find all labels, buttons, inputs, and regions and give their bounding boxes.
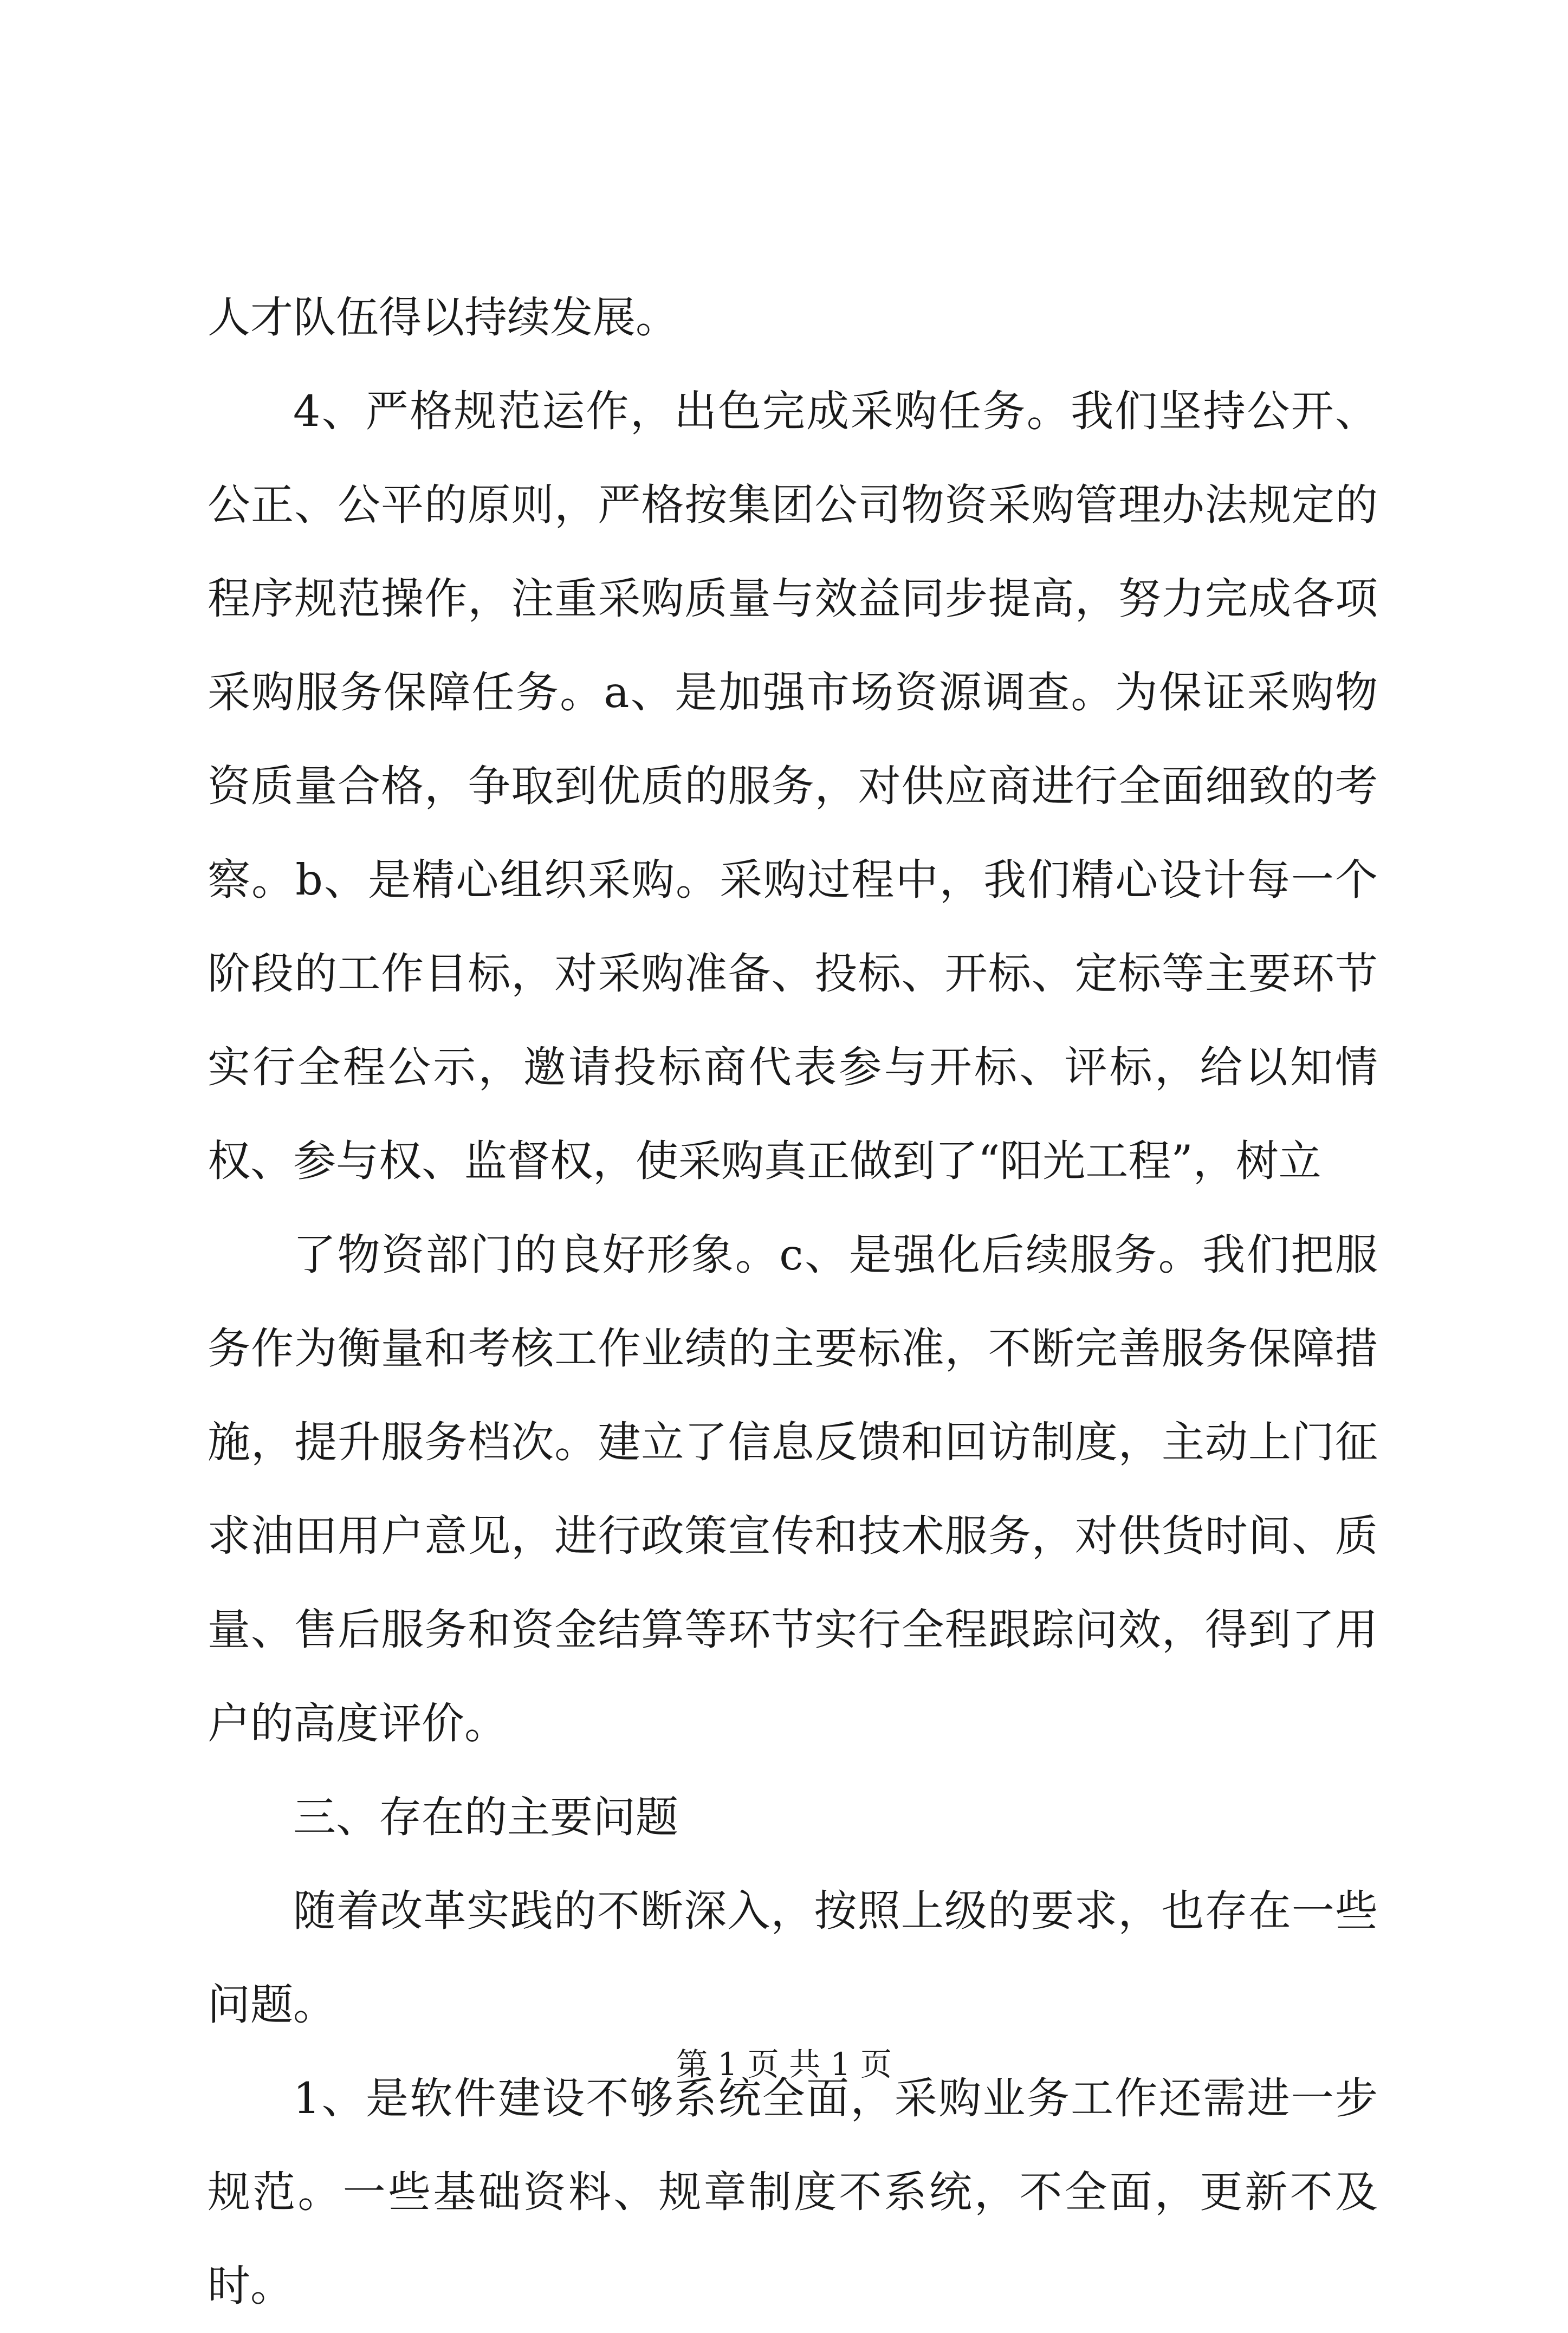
paragraph-image-service: 了物资部门的良好形象。c、是强化后续服务。我们把服务作为衡量和考核工作业绩的主要标准，不断完善服务保障措施，提升服务档次。建立了信息反馈和回访制度，主动上门征求油田用户意见，进行政策宣传和技术服务，对供货时间、质量、售后服务和资金结算等环节实行全程跟踪问效，得到了用户的高度评价。 <box>208 1230 1378 1748</box>
document-body <box>208 271 1378 2333</box>
page-number-label: 第 1 页 共 1 页 <box>676 2046 892 2083</box>
section-heading-problems: 三、存在的主要问题 <box>293 1792 678 1842</box>
paragraph-continuation: 人才队伍得以持续发展。 <box>208 293 678 342</box>
paragraph-problems-intro: 随着改革实践的不断深入，按照上级的要求，也存在一些问题。 <box>208 1886 1378 2030</box>
page-footer <box>0 2043 1568 2086</box>
paragraph-problem-1: 1、是软件建设不够系统全面，采购业务工作还需进一步规范。一些基础资料、规章制度不系统，不全面，更新不及时。 <box>208 2073 1378 2311</box>
paragraph-procurement: 4、严格规范运作，出色完成采购任务。我们坚持公开、公正、公平的原则，严格按集团公司物资采购管理办法规定的程序规范操作，注重采购质量与效益同步提高，努力完成各项采购服务保障任务。a、是加强市场资源调查。为保证采购物资质量合格，争取到优质的服务，对供应商进行全面细致的考察。b、是精心组织采购。采购过程中，我们精心设计每一个阶段的工作目标，对采购准备、投标、开标、定标等主要环节实行全程公示，邀请投标商代表参与开标、评标，给以知情权、参与权、监督权，使采购真正做到了“阳光工程”，树立 <box>208 386 1378 1186</box>
